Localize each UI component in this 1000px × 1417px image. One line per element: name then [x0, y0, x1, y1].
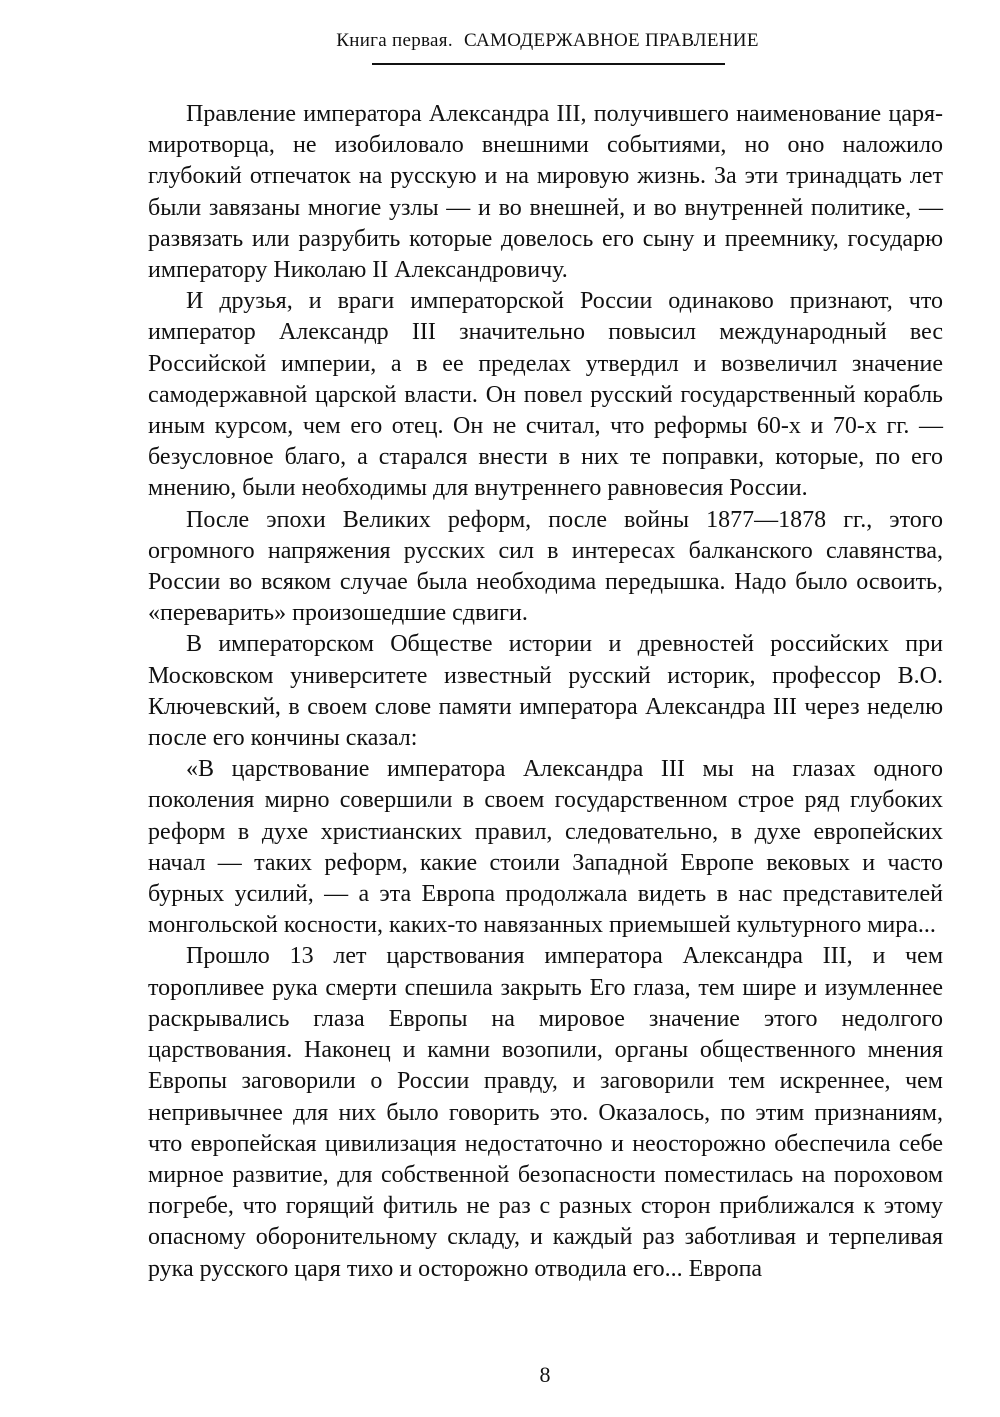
- header-book-label: Книга первая.: [336, 30, 453, 51]
- paragraph: Правление императора Александра III, получившего наименование царя-миротворца, не изобиловало внешними событиями, но оно наложило глубокий отпечаток на русскую и на мировую жизнь. За эти тринадцать лет были завязаны многие узлы — и во внешней, и во внутренней политике, — развязать или разрубить которые довелось его сыну и преемнику, государю императору Николаю II Александровичу.: [148, 101, 943, 284]
- body-text: [148, 99, 943, 1285]
- header-rule: [372, 63, 725, 65]
- paragraph: В императорском Обществе истории и древностей российских при Московском университете известный русский историк, профессор В.О. Ключевский, в своем слове памяти императора Александра III через неделю после его кончины сказал:: [148, 631, 943, 752]
- quote-paragraph: «В царствование императора Александра III мы на глазах одного поколения мирно совершили в своем государственном строе ряд глубоких реформ в духе христианских правил, следовательно, в духе европейских начал — таких реформ, какие стоили Западной Европе вековых и часто бурных усилий, — а эта Европа продолжала видеть в нас представителей монгольской косности, каких-то навязанных приемышей культурного мира...: [148, 756, 943, 939]
- header-section-title: САМОДЕРЖАВНОЕ ПРАВЛЕНИЕ: [463, 30, 759, 51]
- paragraph: После эпохи Великих реформ, после войны 1877—1878 гг., этого огромного напряжения русских сил в интересах балканского славянства, России во всяком случае была необходима передышка. Надо было освоить, «переварить» произошедшие сдвиги.: [148, 506, 943, 627]
- running-header: [0, 30, 1000, 52]
- page-number: 8: [539, 1362, 551, 1387]
- paragraph: Прошло 13 лет царствования императора Александра III, и чем торопливее рука смерти спешила закрыть Его глаза, тем шире и изумленнее раскрывались глаза Европы на мировое значение этого недолгого царствования. Наконец и камни возопили, органы общественного мнения Европы заговорили о России правду, и заговорили тем искреннее, чем непривычнее для них было говорить это. Оказалось, по этим признаниям, что европейская цивилизация недостаточно и неосторожно обеспечила себе мирное развитие, для собственной безопасности поместилась на пороховом погребе, что горящий фитиль не раз с разных сторон приближался к этому опасному оборонительному складу, и каждый раз заботливая и терпеливая рука русского царя тихо и осторожно отводила его... Европа: [148, 943, 943, 1282]
- paragraph: И друзья, и враги императорской России одинаково признают, что император Александр III значительно повысил международный вес Российской империи, а в ее пределах утвердил и возвеличил значение самодержавной царской власти. Он повел русский государственный корабль иным курсом, чем его отец. Он не считал, что реформы 60-х и 70-х гг. — безусловное благо, а старался внести в них те поправки, которые, по его мнению, были необходимы для внутреннего равновесия России.: [148, 288, 943, 502]
